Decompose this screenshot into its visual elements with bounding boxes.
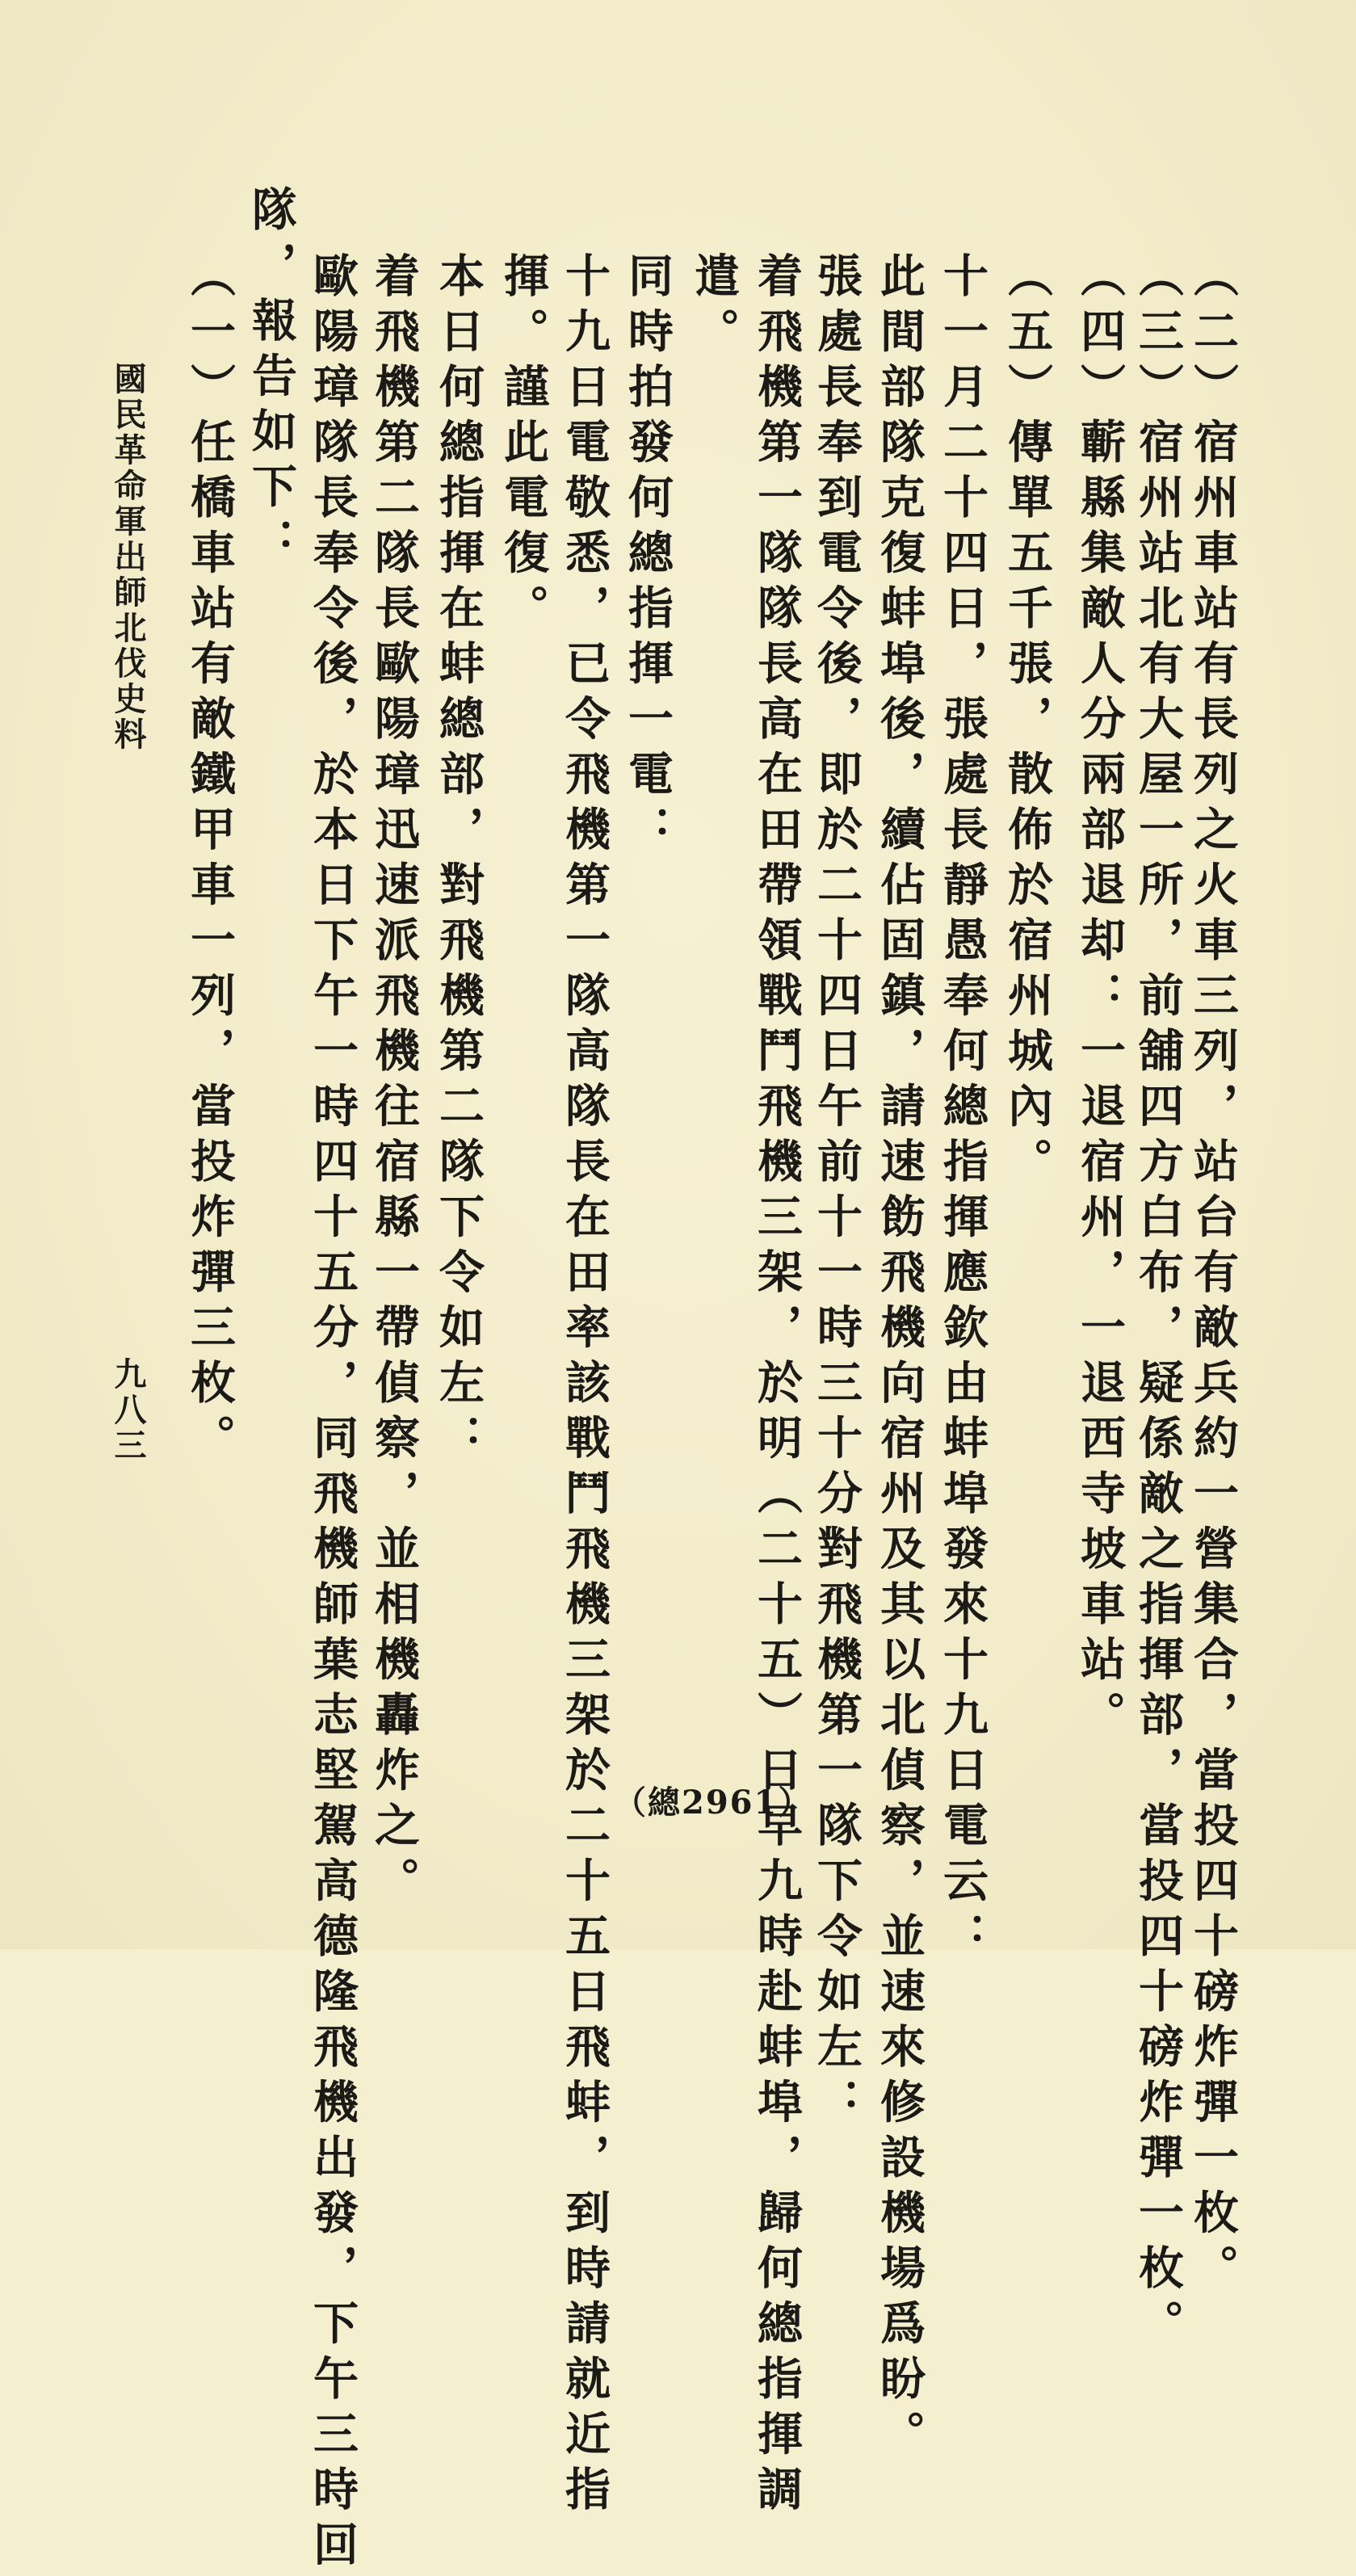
bleed-through-text — [942, 186, 1001, 233]
text-column-5: 十一月二十四日，張處長靜愚奉何總指揮應欽由蚌埠發來十九日電云： — [936, 252, 989, 1968]
text-column-13: 本日何總指揮在蚌總部，對飛機第二隊下令如左： — [432, 252, 485, 1469]
text-column-4: （五）傳單五千張，散佈於宿州城內。 — [1001, 252, 1054, 1193]
text-column-7: 張處長奉到電令後，即於二十四日午前十一時三十分對飛機第一隊下令如左： — [810, 252, 863, 2133]
text-column-1: （二）宿州車站有長列之火車三列，站台有敵兵約一營集合，當投四十磅炸彈一枚。 — [1186, 252, 1240, 2300]
text-column-14: 着飛機第二隊長歐陽璋迅速派飛機往宿縣一帶偵察，並相機轟炸之。 — [367, 252, 421, 1912]
serial-number: （總2961） — [614, 1784, 812, 1822]
text-column-8: 着飛機第一隊隊長高在田帶領戰鬥飛機三架，於明（二十五）日早九時赴蚌埠，歸何總指揮調 — [750, 252, 804, 2521]
text-column-6: 此間部隊克復蚌埠後，續佔固鎮，請速飭飛機向宿州及其以北偵察，並速來修設機場爲盼。 — [873, 252, 926, 2465]
text-column-16: 隊，報告如下： — [245, 186, 298, 574]
text-column-2: （三）宿州站北有大屋一所，前舖四方白布，疑係敵之指揮部，當投四十磅炸彈一枚。 — [1131, 252, 1185, 2355]
text-column-9: 遣。 — [687, 252, 741, 363]
text-column-10: 同時拍發何總指揮一電： — [621, 252, 674, 861]
text-column-3: （四）蘄縣集敵人分兩部退却：一退宿州，一退西寺坡車站。 — [1073, 252, 1127, 1746]
text-column-11: 十九日電敬悉，已令飛機第一隊高隊長在田率該戰鬥飛機三架於二十五日飛蚌，到時請就近指 — [558, 252, 611, 2521]
text-column-15: 歐陽璋隊長奉令後，於本日下午一時四十五分，同飛機師葉志堅駕高德隆飛機出發，下午三時回 — [306, 252, 359, 2576]
page-number: 九八三 — [109, 1357, 147, 1464]
text-column-17: （一）任橋車站有敵鐵甲車一列，當投炸彈三枚。 — [183, 252, 237, 1469]
text-column-12: 揮。謹此電復。 — [497, 252, 550, 640]
running-header: 國民革命軍出師北伐史料 — [109, 362, 147, 753]
